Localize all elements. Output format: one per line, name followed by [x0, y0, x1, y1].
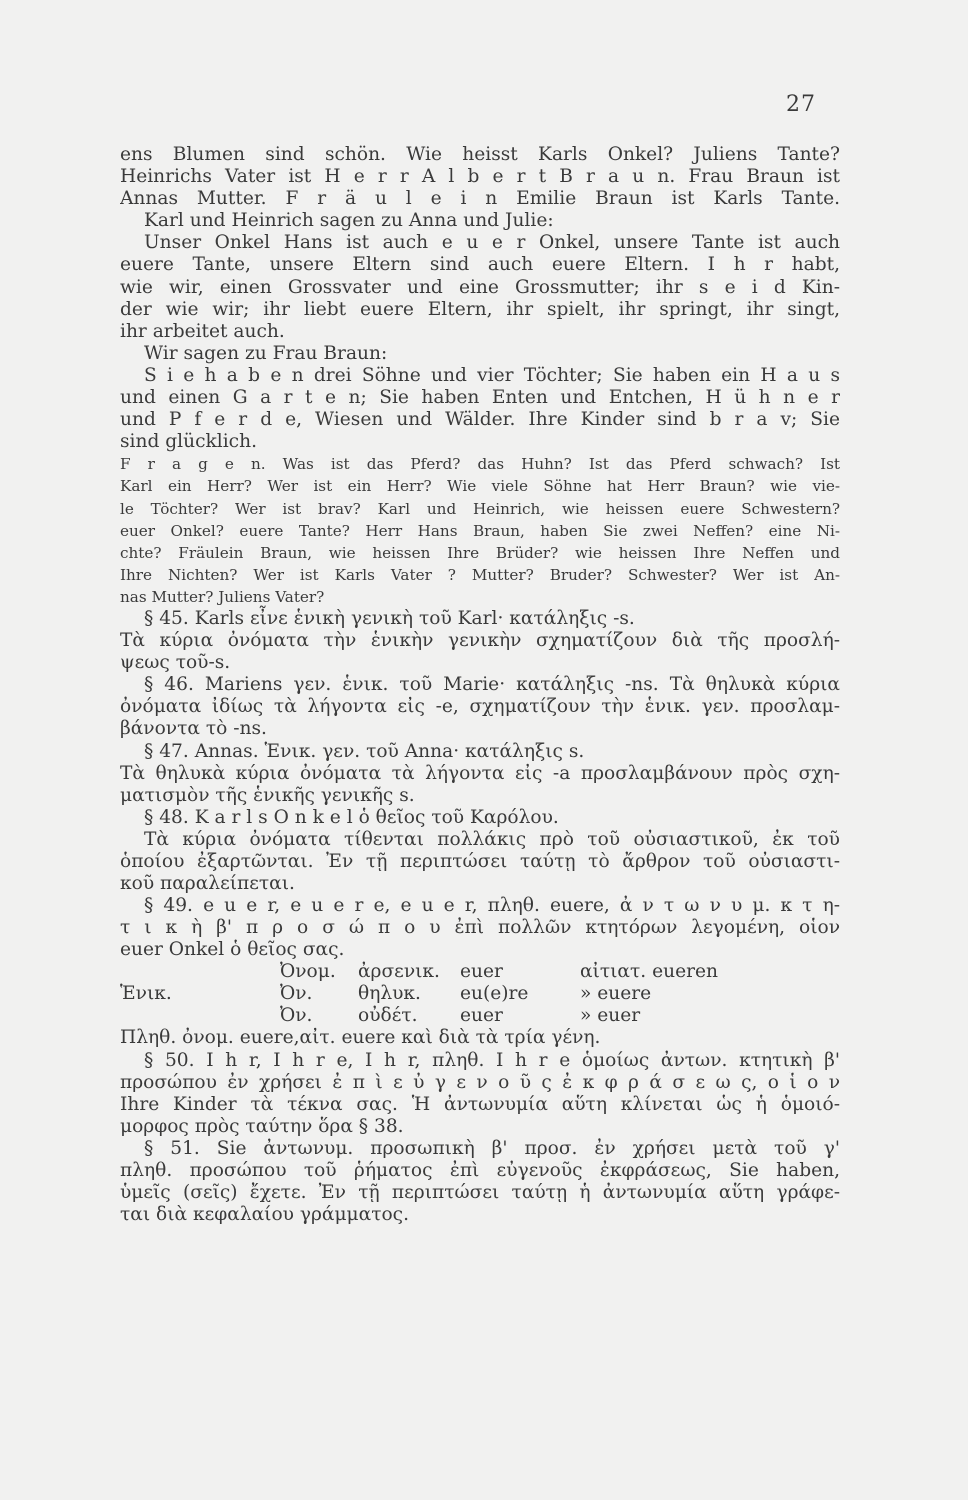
table-cell: euer — [460, 1005, 503, 1027]
grammar-line: βάνοντα τὸ -ns. — [120, 718, 267, 740]
page-body — [120, 144, 840, 1226]
question-line: le Töchter? Wer ist brav? Karl und Heinrich, wie heissen euere Schwestern? — [120, 499, 840, 518]
grammar-line: Τὰ κύρια ὀνόματα τίθενται πολλάκις πρὸ τοῦ οὐσιαστικοῦ, ἐκ τοῦ — [144, 828, 840, 850]
question-line: Ihre Nichten? Wer ist Karls Vater ? Mutter? Bruder? Schwester? Wer ist An- — [120, 565, 840, 584]
text-line: wie wir, einen Grossvater und eine Grossmutter; ihr s e i d Kin- — [120, 276, 840, 298]
grammar-line: § 48. K a r l s O n k e l ὁ θεῖος τοῦ Καρόλου. — [144, 806, 559, 828]
grammar-line: ματισμὸν τῆς ἑνικῆς γενικῆς s. — [120, 784, 415, 806]
text-line: ens Blumen sind schön. Wie heisst Karls Onkel? Juliens Tante? — [120, 144, 840, 165]
declension-table — [120, 961, 840, 1027]
grammar-line: ψεως τοῦ-s. — [120, 652, 231, 674]
text-line: euere Tante, unsere Eltern sind auch euere Eltern. I h r habt, — [120, 254, 840, 276]
question-line: nas Mutter? Juliens Vater? — [120, 587, 325, 606]
table-cell: οὐδέτ. — [358, 1005, 418, 1027]
table-cell: αἰτιατ. eueren — [580, 961, 718, 983]
grammar-line: euer Onkel ὁ θεῖος σας. — [120, 939, 345, 961]
text-line: Annas Mutter. F r ä u l e i n Emilie Braun ist Karls Tante. — [120, 188, 840, 210]
grammar-line: § 49. e u e r, e u e r e, e u e r, πληθ. euere, ἀ ν τ ω ν υ μ. κ τ η- — [144, 895, 840, 917]
table-cell: eu(e)re — [460, 983, 529, 1005]
grammar-line: μορφος πρὸς ταύτην ὅρα § 38. — [120, 1115, 404, 1137]
text-line: ihr arbeitet auch. — [120, 320, 285, 342]
text-line: Wir sagen zu Frau Braun: — [144, 342, 388, 364]
text-line: Heinrichs Vater ist H e r r A l b e r t B r a u n. Frau Braun ist — [120, 166, 840, 188]
table-cell: ἀρσενικ. — [358, 961, 440, 983]
grammar-line: § 45. Karls εἶνε ἑνικὴ γενικὴ τοῦ Karl· κατάληξις -s. — [144, 607, 635, 629]
text-line: Unser Onkel Hans ist auch e u e r Onkel, unsere Tante ist auch — [144, 232, 840, 254]
grammar-line: § 46. Mariens γεν. ἑνικ. τοῦ Marie· κατάληξις -ns. Τὰ θηλυκὰ κύρια — [144, 674, 840, 696]
grammar-line: ὑμεῖς (σεῖς) ἔχετε. Ἐν τῇ περιπτώσει ταύτῃ ἡ ἀντωνυμία αὕτη γράφε- — [120, 1182, 840, 1204]
grammar-line: Τὰ θηλυκὰ κύρια ὀνόματα τὰ λήγοντα εἰς -a προσλαμβάνουν πρὸς σχη- — [120, 762, 840, 784]
grammar-line: ὀνόματα ἰδίως τὰ λήγοντα εἰς -e, σχηματίζουν τὴν ἑνικ. γεν. προσλαμ- — [120, 696, 840, 718]
grammar-line: § 51. Sie ἀντωνυμ. προσωπικὴ β' προσ. ἐν χρήσει μετὰ τοῦ γ' — [144, 1137, 840, 1159]
grammar-line: κοῦ παραλείπεται. — [120, 873, 295, 895]
grammar-line: πληθ. προσώπου τοῦ ῥήματος ἐπὶ εὐγενοῦς ἐκφράσεως, Sie haben, — [120, 1160, 840, 1182]
table-cell: Ὀνομ. — [280, 961, 336, 983]
page-number: 27 — [786, 92, 816, 117]
question-line: F r a g e n. Was ist das Pferd? das Huhn? Ist das Pferd schwach? Ist — [120, 455, 840, 474]
table-row — [120, 1005, 840, 1027]
table-cell: θηλυκ. — [358, 983, 421, 1005]
grammar-line: § 47. Annas. Ἑνικ. γεν. τοῦ Anna· κατάληξις s. — [144, 740, 585, 762]
question-line: euer Onkel? euere Tante? Herr Hans Braun, haben Sie zwei Neffen? eine Ni- — [120, 521, 840, 540]
grammar-line: Ihre Kinder τὰ τέκνα σας. Ἡ ἀντωνυμία αὕτη κλίνεται ὡς ἡ ὁμοιό- — [120, 1093, 840, 1115]
text-line: und einen G a r t e n; Sie haben Enten und Entchen, H ü h n e r — [120, 387, 840, 409]
table-cell: Ἑνικ. — [120, 983, 172, 1005]
table-cell: Ὀν. — [280, 1005, 313, 1027]
table-cell: » euere — [580, 983, 652, 1005]
table-cell: euer — [460, 961, 503, 983]
question-line: chte? Fräulein Braun, wie heissen Ihre Brüder? wie heissen Ihre Neffen und — [120, 543, 840, 562]
text-line: S i e h a b e n drei Söhne und vier Töchter; Sie haben ein H a u s — [144, 364, 840, 386]
text-line: der wie wir; ihr liebt euere Eltern, ihr spielt, ihr springt, ihr singt, — [120, 298, 840, 320]
table-row — [120, 961, 840, 983]
grammar-line: ὁποίου ἐξαρτῶνται. Ἐν τῇ περιπτώσει ταύτῃ τὸ ἄρθρον τοῦ οὐσιαστι- — [120, 851, 840, 872]
question-line: Karl ein Herr? Wer ist ein Herr? Wie viele Söhne hat Herr Braun? wie vie- — [120, 477, 840, 496]
grammar-line: Τὰ κύρια ὀνόματα τὴν ἑνικὴν γενικὴν σχηματίζουν διὰ τῆς προσλή- — [120, 630, 840, 652]
text-line: und P f e r d e, Wiesen und Wälder. Ihre Kinder sind b r a v; Sie — [120, 409, 840, 431]
text-line: sind glücklich. — [120, 431, 257, 453]
grammar-line: Πληθ. ὀνομ. euere,αἰτ. euere καὶ διὰ τὰ τρία γένη. — [120, 1027, 601, 1049]
grammar-line: τ ι κ ὴ β' π ρ ο σ ώ π ο υ ἐπὶ πολλῶν κτητόρων λεγομένη, οἷον — [120, 917, 840, 939]
table-row — [120, 983, 840, 1005]
grammar-line: ται διὰ κεφαλαίου γράμματος. — [120, 1204, 409, 1226]
grammar-line: προσώπου ἐν χρήσει ἐ π ὶ ε ὐ γ ε ν ο ῦ ς ἐ κ φ ρ ά σ ε ω ς, ο ἷ ο ν — [120, 1071, 840, 1093]
text-line: Karl und Heinrich sagen zu Anna und Julie: — [144, 210, 554, 232]
table-cell: » euer — [580, 1005, 641, 1027]
grammar-line: § 50. I h r, I h r e, I h r, πληθ. I h r e ὁμοίως ἀντων. κτητικὴ β' — [144, 1049, 840, 1071]
table-cell: Ὀν. — [280, 983, 313, 1005]
